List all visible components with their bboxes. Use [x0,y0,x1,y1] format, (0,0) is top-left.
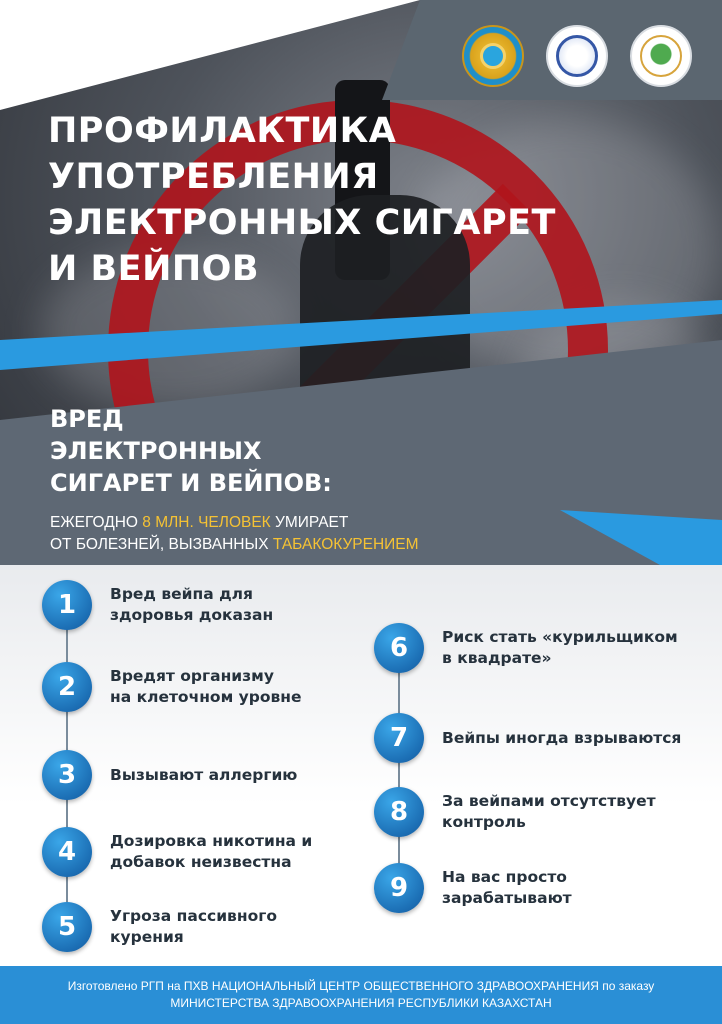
item-text: на клеточном уровне [110,688,302,706]
right-connector-line [398,645,400,890]
harm-heading-line: ВРЕД [50,405,124,433]
item-text: зарабатывают [442,889,572,907]
item-number: 1 [42,580,92,630]
footer-line: МИНИСТЕРСТВА ЗДРАВООХРАНЕНИЯ РЕСПУБЛИКИ КАЗАХСТАН [170,996,552,1010]
item-number: 6 [374,623,424,673]
harm-heading [50,403,450,499]
item-number: 4 [42,827,92,877]
stat-text: ЕЖЕГОДНО [50,514,143,531]
item-text: Вред вейпа для [110,585,253,603]
item-number: 7 [374,713,424,763]
item-number: 3 [42,750,92,800]
item-text: Вредят организму [110,667,274,685]
harm-heading-line: СИГАРЕТ И ВЕЙПОВ: [50,469,332,497]
item-text: Риск стать «курильщиком [442,628,678,646]
harm-heading-line: ЭЛЕКТРОННЫХ [50,437,262,465]
item-number: 2 [42,662,92,712]
item-text: курения [110,928,184,946]
item-text: Вызывают аллергию [110,765,298,784]
university-seal-icon [546,25,608,87]
list-item [374,787,656,837]
state-emblem-icon [462,25,524,87]
mortality-statistic [50,512,570,556]
logo-row [462,25,692,87]
stat-line-1 [50,512,570,534]
item-number: 5 [42,902,92,952]
item-text: добавок неизвестна [110,853,292,871]
stat-text: УМИРАЕТ [270,514,349,531]
page-title [48,108,648,292]
list-item [374,713,681,763]
tree-emblem-icon [630,25,692,87]
stat-highlight: ТАБАКОКУРЕНИЕМ [272,536,419,553]
list-item [42,662,302,712]
list-item [374,623,678,673]
list-item [374,863,572,913]
item-text: Дозировка никотина и [110,832,313,850]
title-line: ЭЛЕКТРОННЫХ СИГАРЕТ [48,203,556,243]
stat-highlight: 8 МЛН. ЧЕЛОВЕК [142,514,271,531]
item-text: Угроза пассивного [110,907,277,925]
item-number: 9 [374,863,424,913]
item-text: здоровья доказан [110,606,274,624]
item-text: в квадрате» [442,649,552,667]
stat-text: ОТ БОЛЕЗНЕЙ, ВЫЗВАННЫХ [50,536,273,553]
list-item [42,827,312,877]
title-line: ПРОФИЛАКТИКА [48,111,397,151]
footer-line: Изготовлено РГП на ПХВ НАЦИОНАЛЬНЫЙ ЦЕНТР ОБЩЕСТВЕННОГО ЗДРАВООХРАНЕНИЯ по заказу [67,979,655,993]
item-text: За вейпами отсутствует [442,792,656,810]
footer-credits [0,966,722,1024]
title-line: УПОТРЕБЛЕНИЯ [48,157,379,197]
stat-line-2 [50,534,570,556]
item-text: На вас просто [442,868,567,886]
list-item [42,750,297,800]
item-text: контроль [442,813,526,831]
title-line: И ВЕЙПОВ [48,249,260,289]
item-text: Вейпы иногда взрываются [442,728,682,747]
harms-list [0,565,722,965]
list-item [42,902,277,952]
list-item [42,580,273,630]
item-number: 8 [374,787,424,837]
